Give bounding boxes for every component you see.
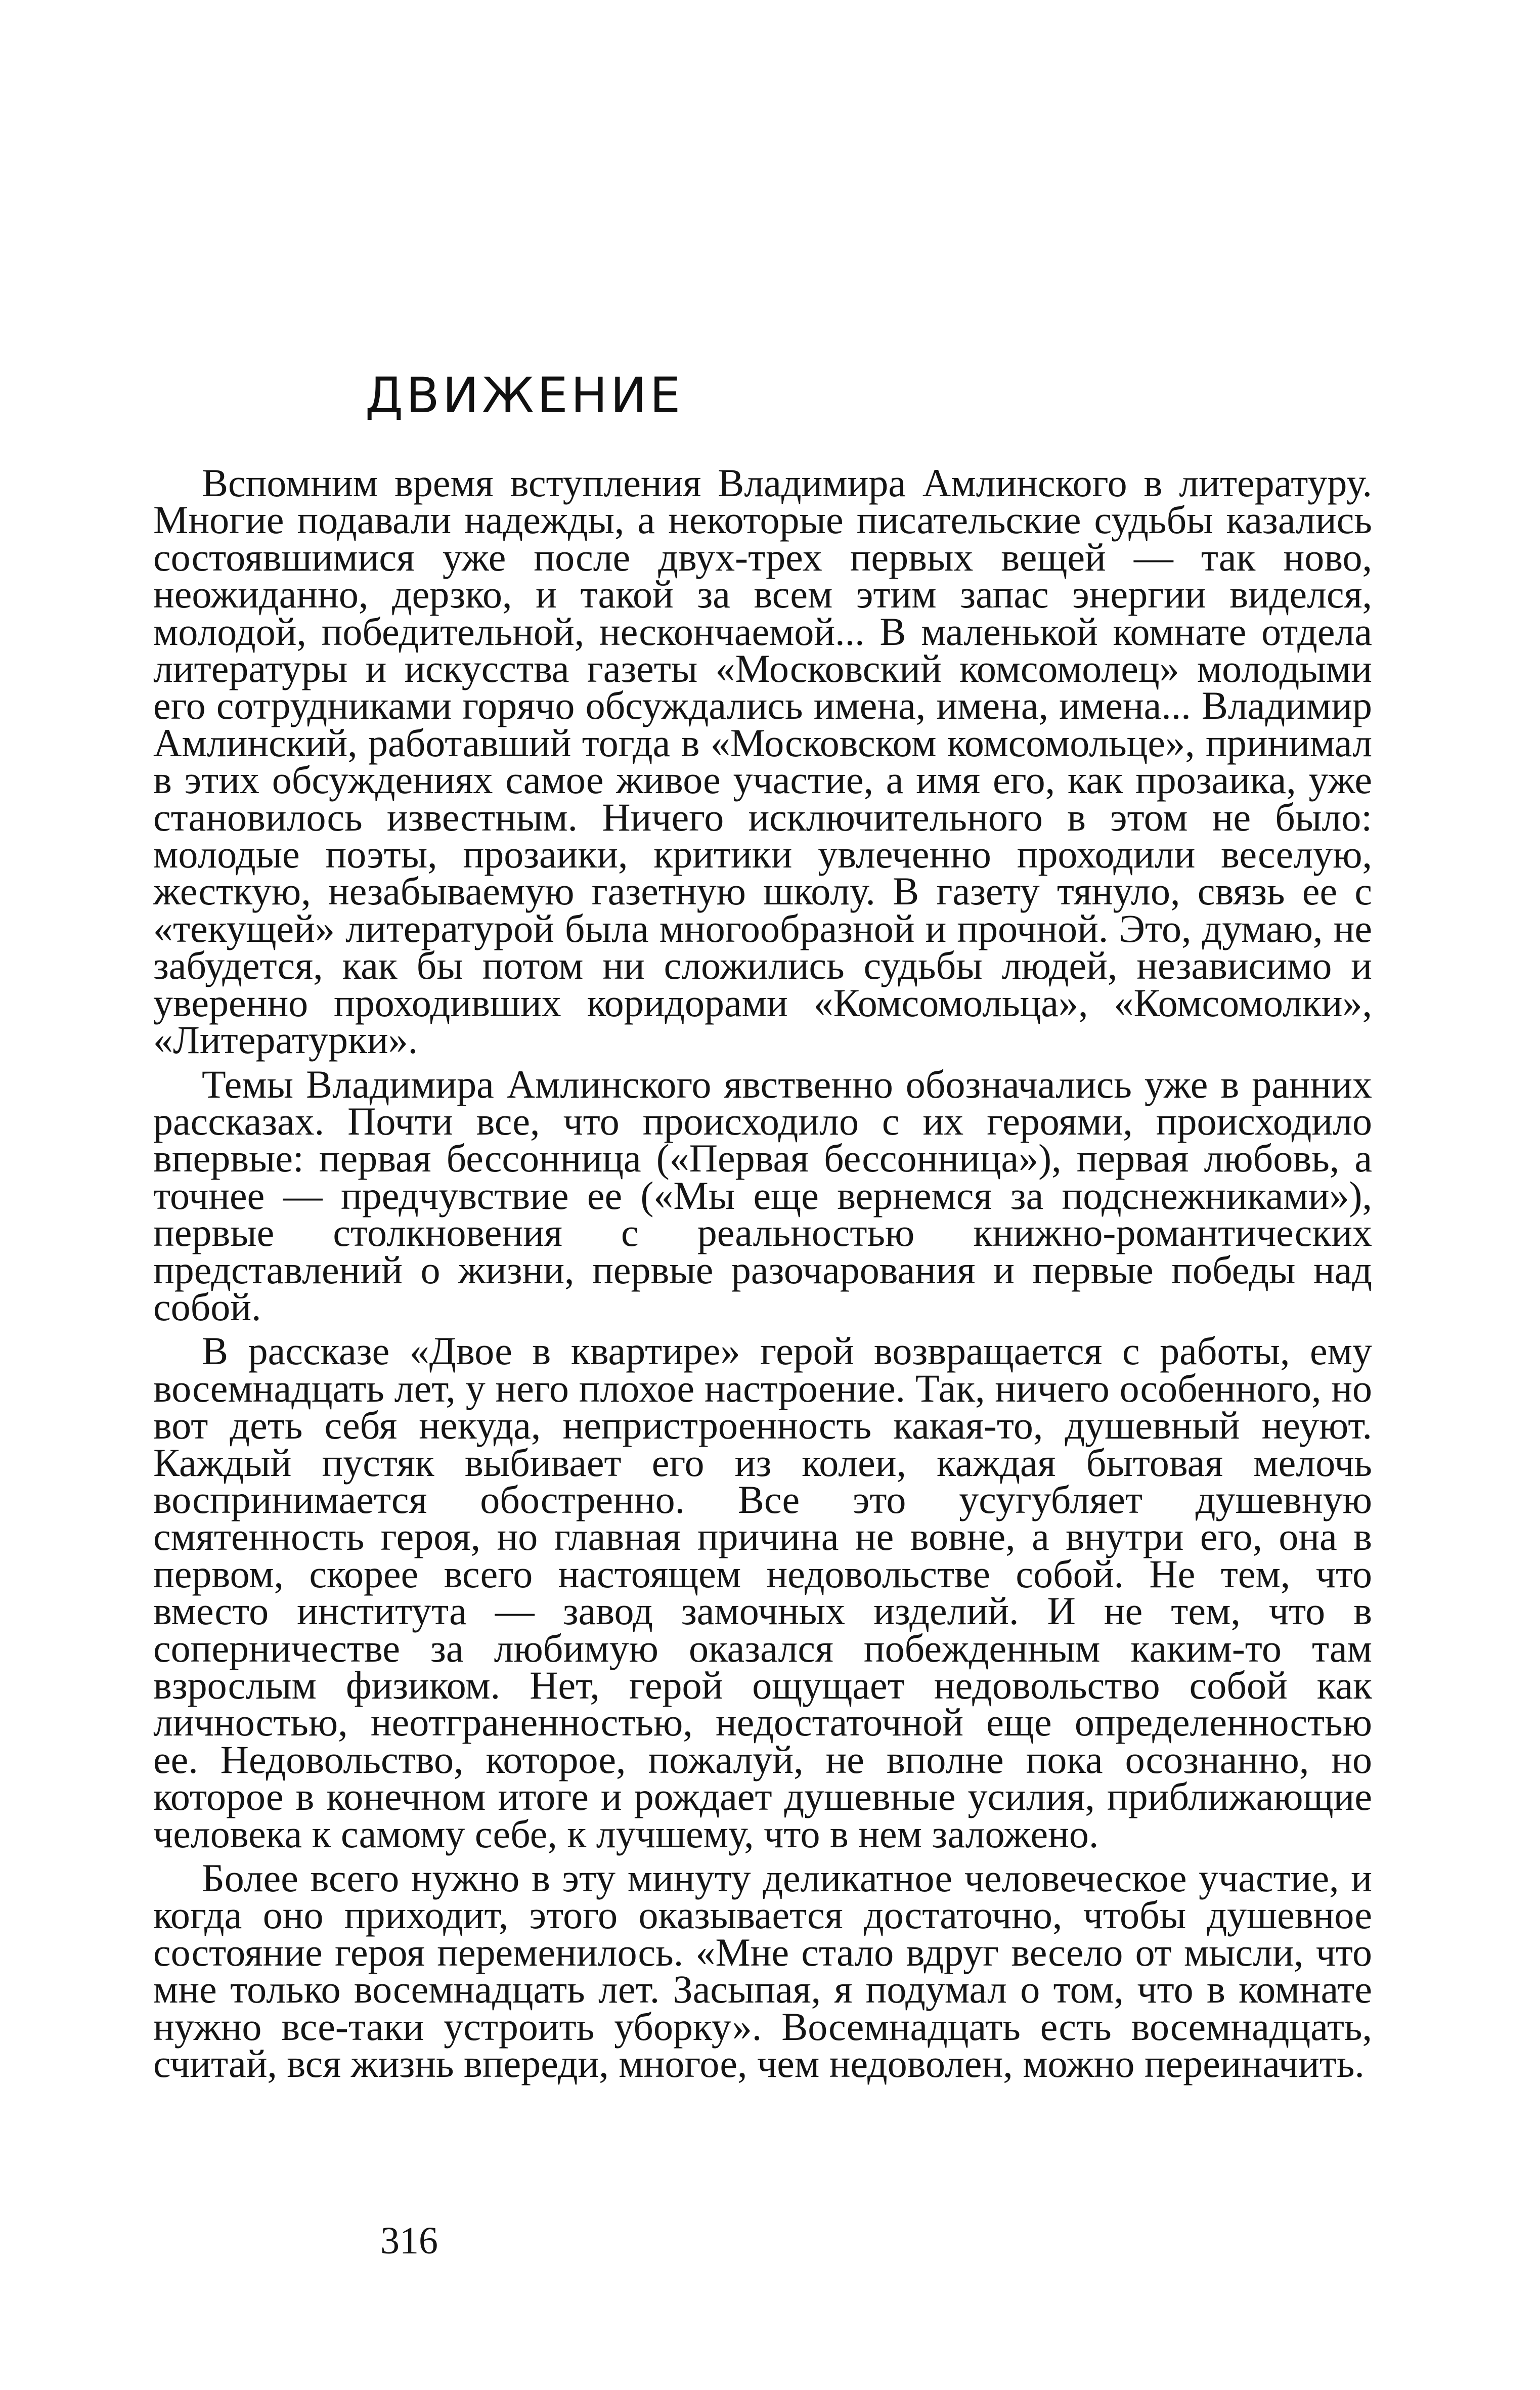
paragraph: Вспомним время вступления Владимира Амлинского в литературу. Многие подавали надежды, а некоторые писательские судьбы казались состоявшимися уже после двух-трех первых вещей — так ново, неожиданно, дерзко, и такой за всем этим запас энергии виделся, молодой, победительной, нескончаемой... В маленькой комнате отдела литературы и искусства газеты «Московский комсомолец» молодыми его сотрудниками горячо обсуждались имена, имена, имена... Владимир Амлинский, работавший тогда в «Московском комсомольце», принимал в этих обсуждениях самое живое участие, а имя его, как прозаика, уже становилось известным. Ничего исключительного в этом не было: молодые поэты, прозаики, критики увлеченно проходили веселую, жесткую, незабываемую газетную школу. В газету тянуло, связь ее с «текущей» литературой была многообразной и прочной. Это, думаю, не забудется, как бы потом ни сложились судьбы людей, независимо и уверенно проходивших коридорами «Комсомольца», «Комсомолки», «Литературки». [153,461,1372,1062]
paragraph: Более всего нужно в эту минуту деликатное человеческое участие, и когда оно приходит, этого оказывается достаточно, чтобы душевное состояние героя переменилось. «Мне стало вдруг весело от мысли, что мне только восемнадцать лет. Засыпая, я подумал о том, что в комнате нужно все-таки устроить уборку». Восемнадцать есть восемнадцать, считай, вся жизнь впереди, многое, чем недоволен, можно переиначить. [153,1856,1372,2086]
paragraph: В рассказе «Двое в квартире» герой возвращается с работы, ему восемнадцать лет, у него плохое настроение. Так, ничего особенного, но вот деть себя некуда, непристроенность какая-то, душевный неуют. Каждый пустяк выбивает его из колеи, каждая бытовая мелочь воспринимается обостренно. Все это усугубляет душевную смятенность героя, но главная причина не вовне, а внутри его, она в первом, скорее всего настоящем недовольстве собой. Не тем, что вместо института — завод замочных изделий. И не тем, что в соперничестве за любимую оказался побежденным каким-то там взрослым физиком. Нет, герой ощущает недовольство собой как личностью, неотграненностью, недостаточной еще определенностью ее. Недовольство, которое, пожалуй, не вполне пока осознанно, но которое в конечном итоге и рождает душевные усилия, приближающие человека к самому себе, к лучшему, что в нем заложено. [153,1329,1372,1856]
paragraph: Темы Владимира Амлинского явственно обозначались уже в ранних рассказах. Почти все, что происходило с их героями, происходило впервые: первая бессонница («Первая бессонница»), первая любовь, а точнее — предчувствие ее («Мы еще вернемся за подснежниками»), первые столкновения с реальностью книжно-романтических представлений о жизни, первые разочарования и первые победы над собой. [153,1062,1372,1329]
chapter-title: ДВИЖЕНИЕ [365,367,684,424]
page-number: 316 [380,2220,438,2262]
body-text [153,461,1372,2086]
